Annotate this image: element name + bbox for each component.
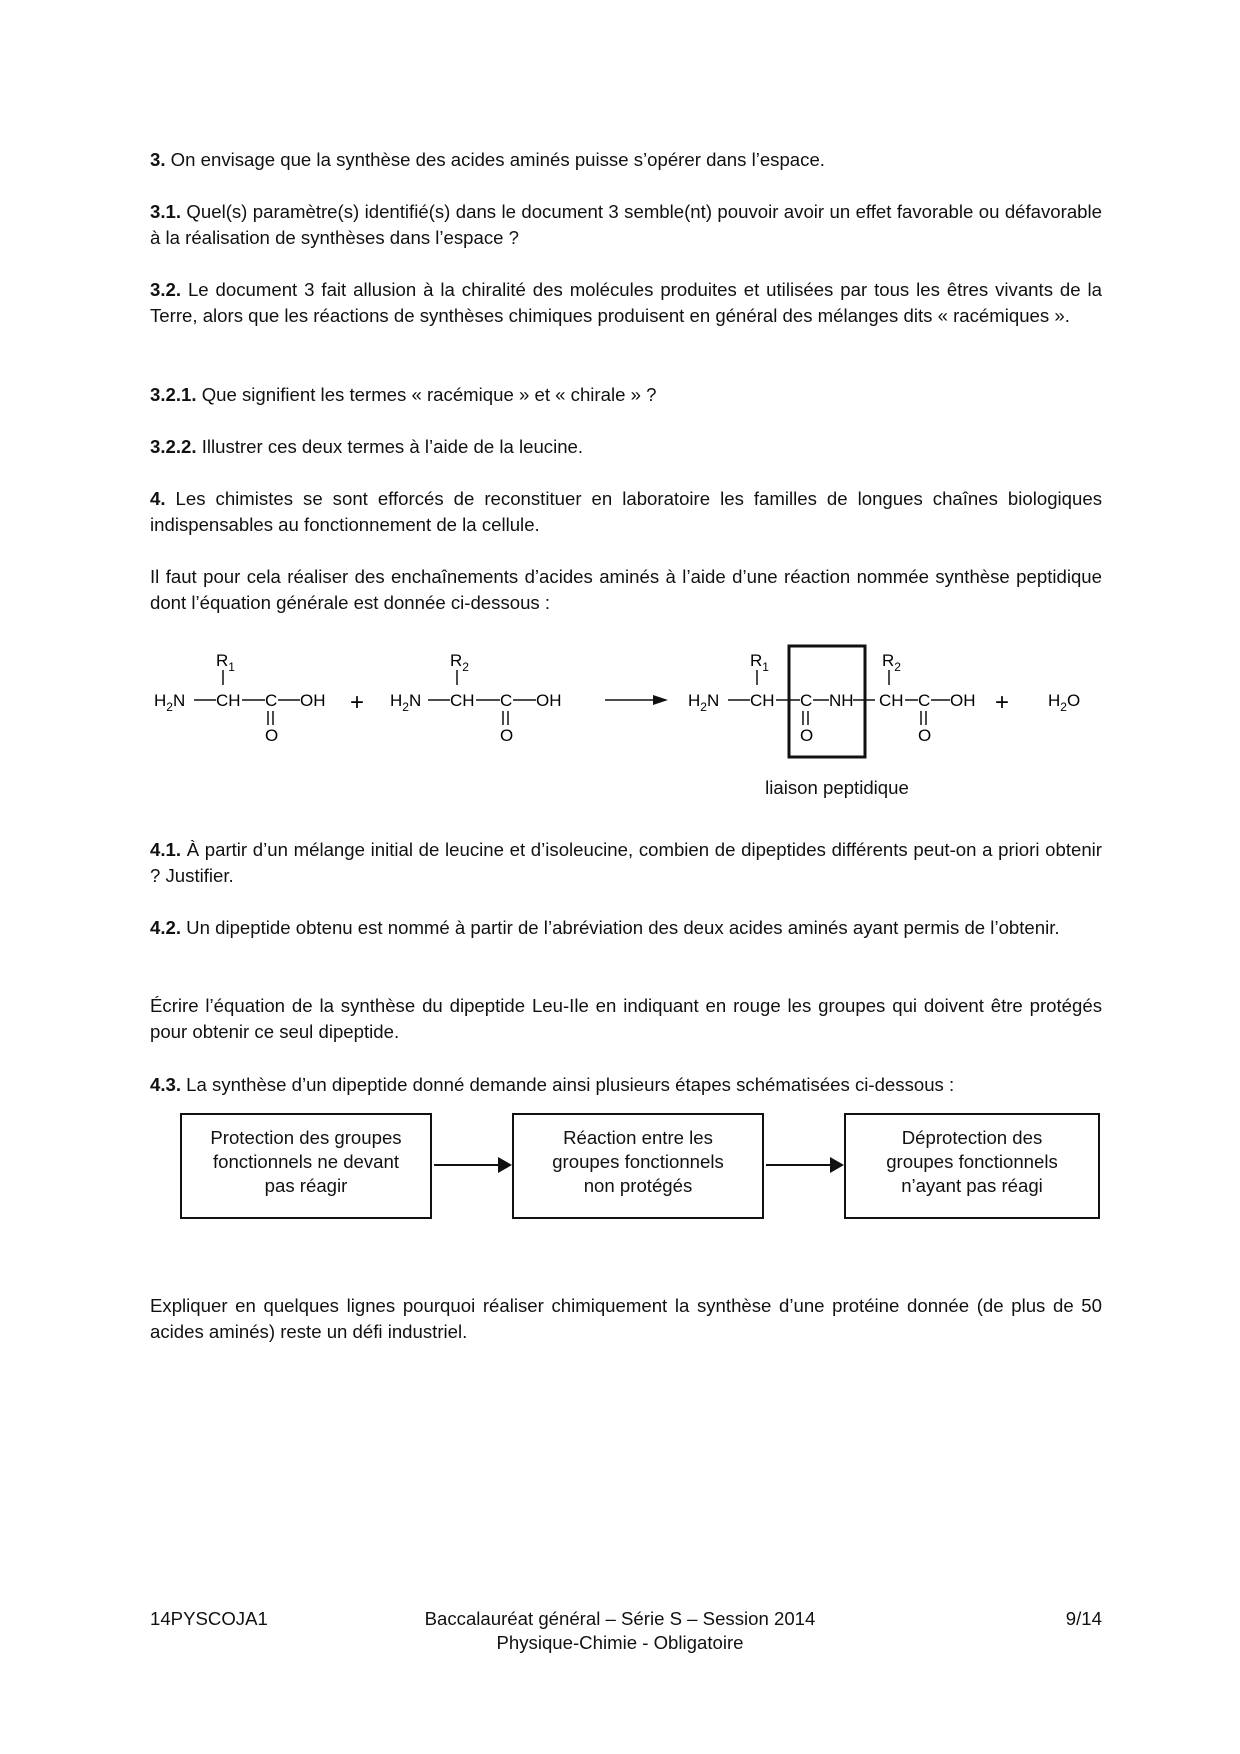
- ch-label: CH: [450, 691, 475, 710]
- ch-label: CH: [750, 691, 775, 710]
- reaction-arrow: [605, 695, 668, 705]
- footer-page-number: 9/14: [1065, 1608, 1102, 1629]
- question-4-3: 4.3. La synthèse d’un dipeptide donné demande ainsi plusieurs étapes schématisées ci-dessous :: [150, 1074, 955, 1095]
- question-4-2: 4.2. Un dipeptide obtenu est nommé à partir de l’abréviation des deux acides aminés ayant permis de l’obtenir.: [150, 917, 1060, 938]
- equation-svg: [150, 640, 1100, 770]
- plus-sign: +: [350, 689, 365, 716]
- flow-arrow: [434, 1164, 510, 1166]
- question-3-2: 3.2. Le document 3 fait allusion à la chiralité des molécules produites et utilisées par tous les êtres vivants de la Terre, alors que les réactions de synthèses chimiques produisent en général des mélanges dits « racémiques ».: [150, 279, 1102, 326]
- amino-acid-2: [390, 651, 562, 745]
- synthesis-flowchart: [180, 1113, 1100, 1223]
- flow-step-reaction: Réaction entre les groupes fonctionnels non protégés: [512, 1113, 764, 1219]
- water-label: $H_2O$: [1048, 691, 1081, 714]
- h2n-label: $H_2N$: [688, 691, 720, 714]
- ch-label: CH: [879, 691, 904, 710]
- question-3-2-2: 3.2.2. Illustrer ces deux termes à l’aide de la leucine.: [150, 436, 584, 457]
- footer-code: 14PYSCOJA1: [150, 1608, 268, 1629]
- oh-label: OH: [536, 691, 562, 710]
- question-3: 3. On envisage que la synthèse des acides aminés puisse s’opérer dans l’espace.: [150, 149, 825, 170]
- r2-label: $R_2$: [882, 651, 901, 674]
- o-label: O: [500, 726, 514, 745]
- peptide-equation: [150, 640, 1100, 810]
- o-label: O: [800, 726, 814, 745]
- nh-label: NH: [829, 691, 854, 710]
- question-4-2-instruction: Écrire l’équation de la synthèse du dipeptide Leu-Ile en indiquant en rouge les groupes qui doivent être protégés pour obtenir ce seul dipeptide.: [150, 995, 1102, 1042]
- h2n-label: $H_2N$: [154, 691, 186, 714]
- flow-step-protection: Protection des groupes fonctionnels ne devant pas réagir: [180, 1113, 432, 1219]
- flow-arrow: [766, 1164, 842, 1166]
- r1-label: $R_1$: [216, 651, 235, 674]
- c-label: C: [918, 691, 931, 710]
- question-3-1: 3.1. Quel(s) paramètre(s) identifié(s) dans le document 3 semble(nt) pouvoir avoir un effet favorable ou défavorable à la réalisation de synthèses dans l’espace ?: [150, 201, 1102, 248]
- question-4-intro: Il faut pour cela réaliser des enchaînements d’acides aminés à l’aide d’une réaction nommée synthèse peptidique dont l’équation générale est donnée ci-dessous :: [150, 566, 1102, 613]
- r1-label: $R_1$: [750, 651, 769, 674]
- question-4-4: Expliquer en quelques lignes pourquoi réaliser chimiquement la synthèse d’une protéine donnée (de plus de 50 acides aminés) reste un défi industriel.: [150, 1295, 1102, 1342]
- c-label: C: [265, 691, 278, 710]
- o-label: O: [265, 726, 279, 745]
- oh-label: OH: [300, 691, 326, 710]
- oh-label: OH: [950, 691, 976, 710]
- question-4-1: 4.1. À partir d’un mélange initial de leucine et d’isoleucine, combien de dipeptides différents peut-on a priori obtenir ? Justifier.: [150, 839, 1102, 886]
- h2n-label: $H_2N$: [390, 691, 422, 714]
- c-label: C: [800, 691, 813, 710]
- r2-label: $R_2$: [450, 651, 469, 674]
- question-4: 4. Les chimistes se sont efforcés de reconstituer en laboratoire les familles de longues chaînes biologiques indispensables au fonctionnement de la cellule.: [150, 488, 1102, 535]
- peptide-bond-caption: liaison peptidique: [765, 777, 909, 798]
- plus-sign: +: [995, 689, 1010, 716]
- c-label: C: [500, 691, 513, 710]
- ch-label: CH: [216, 691, 241, 710]
- footer-title: Baccalauréat général – Série S – Session 2014 Physique-Chimie - Obligatoire: [424, 1608, 816, 1653]
- o-label: O: [918, 726, 932, 745]
- dipeptide: [688, 646, 976, 757]
- amino-acid-1: [154, 651, 326, 745]
- flow-step-deprotection: Déprotection des groupes fonctionnels n’ayant pas réagi: [844, 1113, 1100, 1219]
- question-3-2-1: 3.2.1. Que signifient les termes « racémique » et « chirale » ?: [150, 384, 657, 405]
